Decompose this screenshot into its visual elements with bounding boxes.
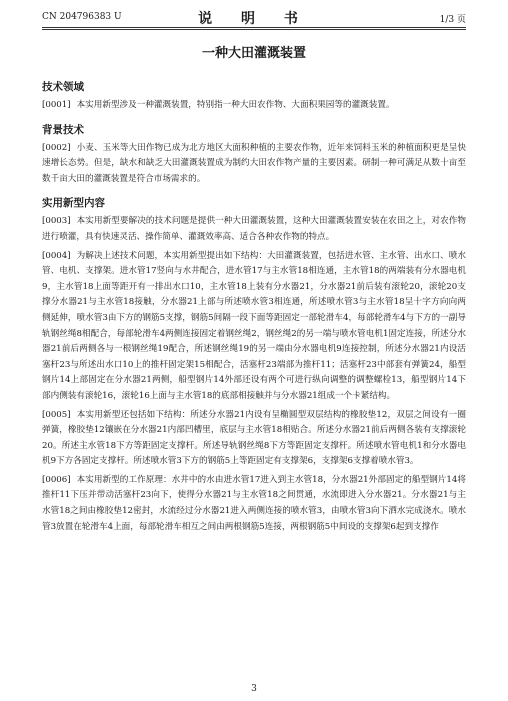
paragraph-number: [0005]: [42, 409, 71, 420]
paragraph: [42, 141, 466, 188]
section-heading: 实用新型内容: [42, 197, 105, 210]
paragraph-text: 本实用新型要解决的技术问题是提供一种大田灌溉装置，这种大田灌溉装置安装在农田之上，对农作物进行喷灌，具有快速灵活、操作简单、灌溉效率高、适合各种农作物的特点。: [42, 216, 466, 242]
document-title: 一种大田灌溉装置: [201, 46, 306, 61]
patent-number: CN 204796383 U: [42, 12, 122, 22]
paragraph-text: 本实用新型还包括如下结构：所述分水器21内设有呈椭圆型双层结构的橡胶垫12，双层之间设有一圈弹簧，橡胶垫12镶嵌在分水器21内部凹槽里，底层与主水管18相贴合。所述分水器21前后两侧各装有支撑滚轮20。所述主水管18下方等距固定支撑杆。所述导轨钢丝绳8下方等距固定支撑杆。所述喷水管电机1和分水器电机9下方各固定支撑杆。所述喷水管3下方的钢筋5上等距固定有支撑架6，支撑架6支撑着喷水管3。: [42, 409, 466, 467]
paragraph-text: 为解决上述技术问题，本实用新型提出如下结构：大田灌溉装置，包括进水管、主水管、出水口、喷水管、电机、支撑架。进水管17竖向与水井配合，进水管17与主水管18相连通，主水管18的两端装有分水器电机9，主水管18上面等距开有一排出水口10，主水管18上装有分水器21，分水器21前后装有滚轮20，滚轮20支撑分水器21与主水管18接触，分水器21上部与所述喷水管3相连通，所述喷水管3与主水管18呈十字方向向两侧延伸，喷水管3由下方的钢筋5支撑，钢筋5间隔一段下面等距固定一部轮滑车4，每部轮滑车4与下方的一副导轨钢丝绳8相配合，每部轮滑车4两侧连接固定着钢丝绳2，钢丝绳2的另一端与喷水管电机1固定连接，所述分水器21前后两侧各与一根钢丝绳19配合，所述钢丝绳19的另一端由分水器电机9连接控制，所述分水器21内设活塞杆23与所述出水口10上的推杆固定架15相配合，活塞杆23端部为推杆11；活塞杆23中部套有弹簧24，船型钢片14上部固定在分水器21两侧，船型钢片14外部还设有两个可进行纵向调整的调整螺栓13，船型钢片14下部内侧装有滚轮16，滚轮16上面与主水管18的底部相接触并与分水器21组成一个卡紧结构。: [42, 250, 466, 401]
paragraph-text: 本实用新型的工作原理：水井中的水由进水管17进入到主水管18，分水器21外部固定的船型钢片14将推杆11下压并带动活塞杆23向下，使得分水器21与主水管18之间贯通，水流即进入分水器21。分水器21与主水管18之间由橡胶垫12密封，水流经过分水器21进入两侧连接的喷水管3，由喷水管3向下洒水完成浇水。喷水管3放置在轮滑车4上面，每部轮滑车相互之间由两根钢筋5连接，两根钢筋5中间设的支撑架6起到支撑作: [42, 474, 466, 532]
paragraph: [42, 408, 466, 470]
header-rule: [42, 27, 466, 28]
header-rule-secondary: [42, 29, 466, 30]
paragraph-number: [0001]: [42, 100, 71, 110]
page-indicator: 1/3 页: [439, 15, 466, 25]
paragraph-number: [0003]: [42, 216, 71, 227]
paragraph: [42, 249, 466, 405]
paragraph-number: [0004]: [42, 250, 71, 261]
paragraph: [42, 473, 466, 535]
section-content: [42, 195, 466, 535]
paragraph: [42, 214, 466, 245]
paragraph-number: [0002]: [42, 142, 71, 153]
paragraph-number: [0006]: [42, 474, 71, 485]
section-heading: 技术领域: [42, 81, 84, 93]
document-type: 说 明 书: [198, 11, 310, 27]
section-background: [42, 122, 466, 188]
page-header: [42, 8, 466, 26]
paragraph: [42, 98, 466, 114]
section-heading: 背景技术: [42, 123, 84, 136]
page-number: 3: [251, 684, 257, 694]
section-technical-field: [42, 79, 466, 114]
document-body: [42, 42, 466, 538]
paragraph-text: 小麦、玉米等大田作物已成为北方地区大面积种植的主要农作物，近年来饲料玉米的种植面积更是呈快速增长态势。但是，缺水和缺乏大田灌溉装置成为制约大田农作物产量的主要因素。研制一种可满足从数十亩至数千亩大田的灌溉装置是符合市场需求的。: [42, 142, 466, 184]
paragraph-text: 本实用新型涉及一种灌溉装置，特别指一种大田农作物、大面积果园等的灌溉装置。: [76, 100, 395, 110]
